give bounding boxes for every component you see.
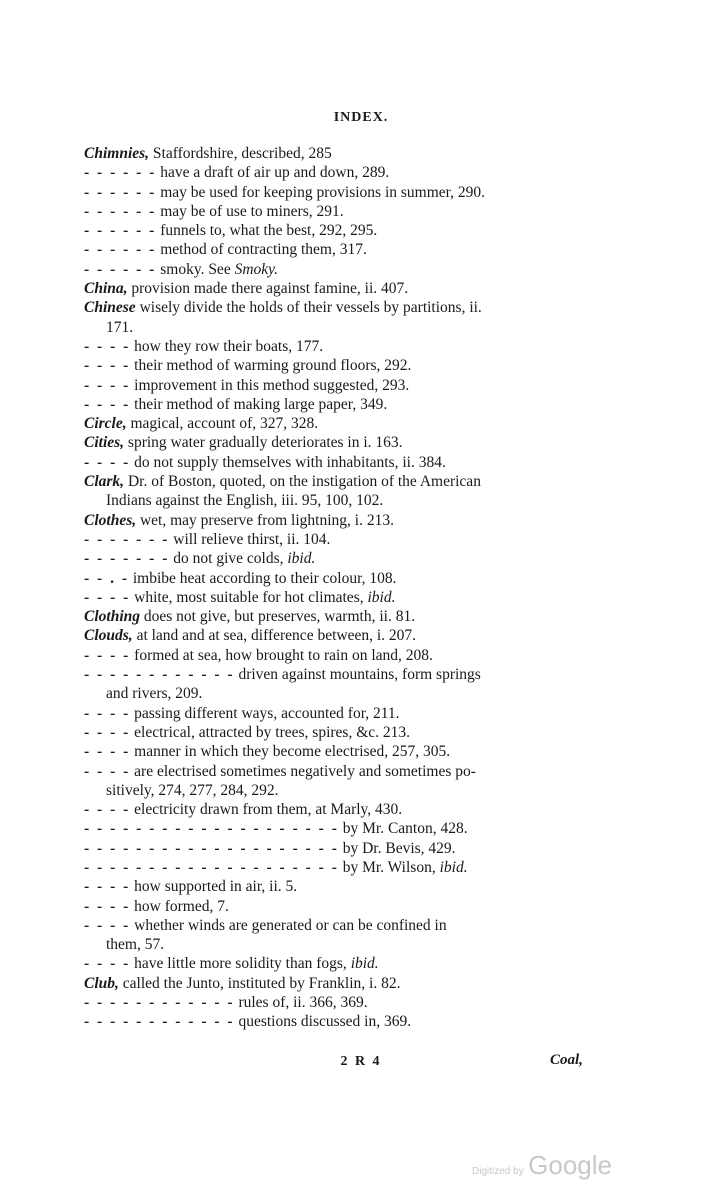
ditto-dashes: - - - - - - - - - - - -	[84, 1013, 235, 1031]
index-entry	[84, 433, 584, 452]
entry-heading: Cities,	[84, 434, 125, 452]
entry-heading: China,	[84, 280, 128, 298]
entry-italic: Smoky.	[234, 260, 279, 278]
entry-text: manner in which they become electrised, 257, 305.	[130, 743, 451, 761]
index-entry	[84, 877, 584, 896]
index-entry	[84, 588, 584, 607]
index-entry	[84, 395, 584, 414]
index-entry	[84, 183, 584, 202]
index-entry	[84, 742, 584, 761]
index-entry	[84, 954, 584, 973]
entry-italic: ibid.	[367, 588, 396, 606]
entry-text: white, most suitable for hot climates,	[130, 588, 368, 606]
entry-text: Dr. of Boston, quoted, on the instigation of the American	[124, 473, 481, 491]
entry-text: improvement in this method suggested, 293.	[130, 376, 410, 394]
entry-text: at land and at sea, difference between, i. 207.	[132, 627, 417, 645]
index-entry	[84, 530, 584, 549]
entry-text: how supported in air, ii. 5.	[130, 878, 298, 896]
index-entry	[84, 202, 584, 221]
index-entry	[84, 279, 584, 298]
entry-text: does not give, but preserves, warmth, ii. 81.	[140, 608, 416, 626]
index-entry	[84, 511, 584, 530]
index-entry	[84, 762, 584, 781]
entry-text: method of contracting them, 317.	[156, 241, 367, 259]
index-entry-continuation	[84, 781, 584, 800]
ditto-dashes: - - - - - - - - - - - - - - - - - - - -	[84, 839, 339, 857]
index-entry	[84, 723, 584, 742]
ditto-dashes: - - - -	[84, 916, 131, 934]
catchword: Coal,	[550, 1052, 583, 1068]
ditto-dashes: - - . -	[84, 569, 129, 587]
ditto-dashes: - - - - - - -	[84, 530, 170, 548]
entry-heading: Clothes,	[84, 511, 137, 529]
index-entry	[84, 356, 584, 375]
index-entry	[84, 163, 584, 182]
index-entry	[84, 646, 584, 665]
index-entry	[84, 800, 584, 819]
index-entry	[84, 569, 584, 588]
index-entry-continuation	[84, 318, 584, 337]
ditto-dashes: - - - - - -	[84, 260, 157, 278]
ditto-dashes: - - - - - - - - - - - -	[84, 666, 235, 684]
ditto-dashes: - - - - - - - - - - - -	[84, 994, 235, 1012]
entry-text: them, 57.	[106, 936, 165, 954]
index-entry	[84, 897, 584, 916]
index-entry	[84, 260, 584, 279]
index-entry	[84, 626, 584, 645]
entry-italic: ibid.	[350, 955, 379, 973]
index-entry	[84, 993, 584, 1012]
entry-heading: Clothing	[84, 608, 140, 626]
ditto-dashes: - - - - - -	[84, 183, 157, 201]
entry-text: Staffordshire, described, 285	[149, 145, 332, 162]
entry-text: called the Junto, instituted by Franklin, i. 82.	[118, 974, 401, 992]
entry-text: magical, account of, 327, 328.	[126, 415, 319, 433]
entry-text: by Dr. Bevis, 429.	[338, 839, 456, 857]
ditto-dashes: - - - - - -	[84, 222, 157, 240]
index-entry	[84, 453, 584, 472]
index-entry	[84, 974, 584, 993]
entry-heading: Chimnies,	[84, 145, 150, 162]
entry-text: how they row their boats, 177.	[130, 337, 324, 355]
ditto-dashes: - - - -	[84, 337, 131, 355]
entry-text: wisely divide the holds of their vessels by partitions, ii.	[135, 299, 482, 317]
index-entry	[84, 839, 584, 858]
ditto-dashes: - - - -	[84, 588, 131, 606]
entry-text: do not supply themselves with inhabitants, ii. 384.	[130, 453, 446, 471]
entry-text: are electrised sometimes negatively and sometimes po-	[130, 762, 476, 780]
watermark-prefix: Digitized by	[472, 1166, 524, 1177]
index-entry	[84, 337, 584, 356]
watermark-brand: Google	[528, 1150, 612, 1180]
entry-heading: Clark,	[84, 473, 125, 491]
entry-text: their method of making large paper, 349.	[130, 395, 388, 413]
page-title: INDEX.	[333, 110, 389, 125]
index-entry	[84, 819, 584, 838]
entry-text: do not give colds,	[169, 550, 288, 568]
index-entry	[84, 549, 584, 568]
ditto-dashes: - - - -	[84, 704, 131, 722]
ditto-dashes: - - - -	[84, 723, 131, 741]
entry-text: spring water gradually deteriorates in i. 163.	[124, 434, 403, 452]
entry-text: driven against mountains, form springs	[234, 666, 481, 684]
entry-text: imbibe heat according to their colour, 108.	[129, 569, 397, 587]
index-entry	[84, 221, 584, 240]
index-entry	[84, 704, 584, 723]
ditto-dashes: - - - -	[84, 801, 131, 819]
entry-italic: ibid.	[439, 858, 468, 876]
entry-text: wet, may preserve from lightning, i. 213.	[136, 511, 394, 529]
entry-text: sitively, 274, 277, 284, 292.	[106, 781, 279, 799]
entry-text: whether winds are generated or can be confined in	[130, 916, 447, 934]
ditto-dashes: - - - -	[84, 395, 131, 413]
entry-text: by Mr. Canton, 428.	[338, 820, 468, 838]
entry-text: passing different ways, accounted for, 211.	[130, 704, 400, 722]
ditto-dashes: - - - - - -	[84, 241, 157, 259]
index-entry	[84, 144, 584, 163]
index-entries	[84, 144, 584, 1032]
index-entry	[84, 916, 584, 935]
ditto-dashes: - - - -	[84, 376, 131, 394]
entry-text: may be of use to miners, 291.	[156, 202, 344, 220]
index-entry-continuation	[84, 935, 584, 954]
ditto-dashes: - - - -	[84, 453, 131, 471]
ditto-dashes: - - - -	[84, 897, 131, 915]
index-entry	[84, 1012, 584, 1031]
ditto-dashes: - - - - - - - - - - - - - - - - - - - -	[84, 858, 339, 876]
entry-text: questions discussed in, 369.	[234, 1013, 412, 1031]
index-entry	[84, 607, 584, 626]
entry-text: their method of warming ground floors, 292.	[130, 357, 412, 375]
index-entry	[84, 376, 584, 395]
index-entry	[84, 240, 584, 259]
index-entry	[84, 414, 584, 433]
index-entry-continuation	[84, 684, 584, 703]
entry-text: how formed, 7.	[130, 897, 229, 915]
entry-heading: Circle,	[84, 415, 127, 433]
ditto-dashes: - - - -	[84, 878, 131, 896]
entry-text: electricity drawn from them, at Marly, 430.	[130, 801, 403, 819]
entry-heading: Chinese	[84, 299, 136, 317]
entry-text: may be used for keeping provisions in summer, 290.	[156, 183, 486, 201]
ditto-dashes: - - - - - -	[84, 202, 157, 220]
ditto-dashes: - - - -	[84, 646, 131, 664]
entry-text: by Mr. Wilson,	[338, 858, 440, 876]
entry-text: and rivers, 209.	[106, 685, 203, 703]
entry-text: Indians against the English, iii. 95, 100, 102.	[106, 492, 384, 510]
index-entry-continuation	[84, 491, 584, 510]
entry-text: 171.	[106, 318, 134, 336]
entry-text: have little more solidity than fogs,	[130, 955, 351, 973]
index-entry	[84, 298, 584, 317]
entry-text: funnels to, what the best, 292, 295.	[156, 222, 378, 240]
entry-text: provision made there against famine, ii. 407.	[127, 280, 409, 298]
entry-text: will relieve thirst, ii. 104.	[169, 530, 331, 548]
entry-text: electrical, attracted by trees, spires, &c. 213.	[130, 723, 411, 741]
entry-text: have a draft of air up and down, 289.	[156, 164, 390, 182]
ditto-dashes: - - - -	[84, 762, 131, 780]
signature-mark: 2 R 4	[340, 1054, 382, 1069]
ditto-dashes: - - - - - - -	[84, 550, 170, 568]
ditto-dashes: - - - - - -	[84, 164, 157, 182]
digitized-watermark	[472, 1150, 612, 1181]
index-entry	[84, 665, 584, 684]
ditto-dashes: - - - - - - - - - - - - - - - - - - - -	[84, 820, 339, 838]
ditto-dashes: - - - -	[84, 743, 131, 761]
entry-heading: Clouds,	[84, 627, 133, 645]
entry-text: rules of, ii. 366, 369.	[234, 994, 368, 1012]
index-entry	[84, 858, 584, 877]
entry-italic: ibid.	[287, 550, 316, 568]
ditto-dashes: - - - -	[84, 955, 131, 973]
entry-text: smoky. See	[156, 260, 235, 278]
index-entry	[84, 472, 584, 491]
ditto-dashes: - - - -	[84, 357, 131, 375]
entry-heading: Club,	[84, 974, 119, 992]
entry-text: formed at sea, how brought to rain on land, 208.	[130, 646, 433, 664]
